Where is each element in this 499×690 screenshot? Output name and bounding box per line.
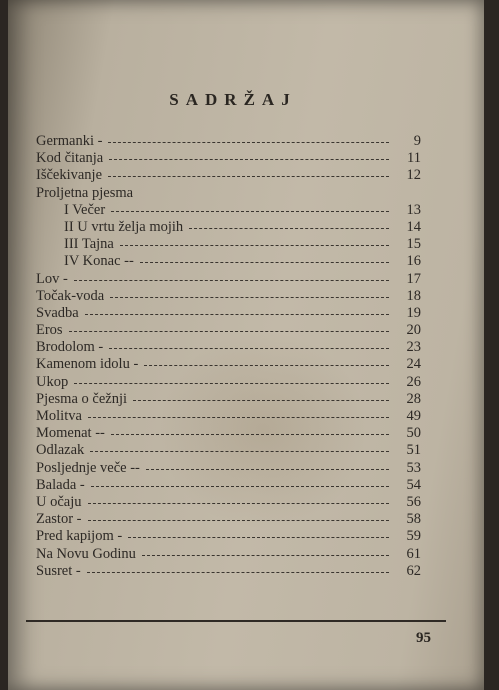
toc-entry-title: Pjesma o čežnji <box>36 390 128 407</box>
page-title: SADRŽAJ <box>169 90 297 109</box>
toc-entry-title: Posljednje veče -- <box>36 459 140 476</box>
toc-entry-page: 61 <box>406 545 421 562</box>
toc-entry-title: Odlazak <box>36 442 85 459</box>
dot-leader <box>140 262 389 263</box>
page-number: 95 <box>416 630 431 646</box>
toc-entry-title: U očaju <box>36 493 82 510</box>
dot-leader <box>69 331 389 332</box>
toc-entry-page: 51 <box>406 442 421 459</box>
toc-entry <box>36 528 421 545</box>
toc-entry <box>36 305 421 322</box>
dot-leader <box>144 365 389 366</box>
toc-entry <box>36 563 421 580</box>
toc-entry-page: 14 <box>406 218 421 235</box>
toc-entry-title: Molitva <box>36 408 82 424</box>
dot-leader <box>189 228 389 229</box>
toc-entry-page: 23 <box>406 339 421 356</box>
dot-leader <box>142 555 389 556</box>
toc-entry-page: 26 <box>406 373 421 390</box>
toc-entry <box>36 442 421 459</box>
dot-leader <box>90 451 389 452</box>
toc-entry <box>36 477 421 494</box>
dot-leader <box>128 537 389 538</box>
dot-leader <box>85 314 389 315</box>
dot-leader <box>110 297 389 298</box>
toc-entry-title: Na Novu Godinu <box>36 545 136 562</box>
toc-entry-title: II U vrtu želja mojih <box>64 218 184 235</box>
toc-entry-page: 56 <box>406 493 421 510</box>
toc-entry <box>36 408 421 425</box>
dot-leader <box>111 211 389 212</box>
toc-entry-title: I Večer <box>64 201 106 218</box>
toc-entry-title: Brodolom - <box>36 339 104 356</box>
toc-entry <box>36 391 421 408</box>
toc-entry-page: 53 <box>406 459 421 476</box>
toc-entry-page: 18 <box>406 287 421 304</box>
toc-entry-page: 17 <box>406 270 421 287</box>
dot-leader <box>74 280 389 281</box>
toc-entry-page: 9 <box>413 133 421 149</box>
dot-leader <box>88 520 389 521</box>
toc-entry-title: Iščekivanje <box>36 167 103 184</box>
toc-entry-title: Zastor - <box>36 511 82 528</box>
toc-entry-page: 58 <box>406 511 421 528</box>
toc-entry <box>36 150 421 167</box>
toc-entry-title: Pred kapijom - <box>36 528 123 545</box>
dot-leader <box>91 486 389 487</box>
toc-entry-page: 28 <box>406 390 421 407</box>
toc-entry <box>36 271 421 288</box>
toc-entry-page: 15 <box>406 236 421 253</box>
dot-leader <box>108 142 389 143</box>
toc-entry-title: IV Konac -- <box>64 253 134 270</box>
toc-entry-title: Točak-voda <box>36 287 105 304</box>
dot-leader <box>88 417 389 418</box>
toc-entry <box>36 425 421 442</box>
dot-leader <box>109 348 389 349</box>
toc-entry <box>36 546 421 563</box>
toc-entry <box>36 494 421 511</box>
toc-entry-title: Susret - <box>36 562 81 579</box>
toc-entry-page: 12 <box>406 167 421 184</box>
toc-entry-page: 16 <box>406 253 421 270</box>
toc-entry-page: 24 <box>406 356 421 373</box>
toc-entry <box>36 460 421 477</box>
toc-entry <box>36 374 421 391</box>
toc-entry-page: 62 <box>406 562 421 579</box>
toc-entry-title: Ukop <box>36 373 69 390</box>
dot-leader <box>87 572 389 573</box>
toc-entry <box>36 202 421 219</box>
toc-entry-title: Balada - <box>36 476 85 493</box>
dot-leader <box>120 245 389 246</box>
dot-leader <box>133 400 389 401</box>
dot-leader <box>146 469 389 470</box>
toc-entry <box>36 356 421 373</box>
toc-entry <box>36 511 421 528</box>
toc-entry <box>36 288 421 305</box>
toc-entry <box>36 185 421 202</box>
footer-rule <box>26 620 446 622</box>
toc-entry-page: 19 <box>406 304 421 321</box>
dot-leader <box>109 159 389 160</box>
toc-entry-page: 59 <box>406 528 421 545</box>
table-of-contents <box>36 133 421 580</box>
toc-entry-page: 49 <box>406 408 421 424</box>
toc-entry-title: III Tajna <box>64 236 114 253</box>
toc-entry <box>36 339 421 356</box>
dot-leader <box>111 434 389 435</box>
toc-entry <box>36 219 421 236</box>
toc-entry-page: 54 <box>406 476 421 493</box>
toc-entry-title: Eros <box>36 322 63 339</box>
toc-entry <box>36 322 421 339</box>
dot-leader <box>108 176 389 177</box>
toc-entry-title: Proljetna pjesma <box>36 184 134 201</box>
toc-entry <box>36 167 421 184</box>
toc-entry-title: Kod čitanja <box>36 150 104 167</box>
toc-entry <box>36 133 421 150</box>
toc-entry-page: 11 <box>407 150 421 167</box>
toc-entry-title: Momenat -- <box>36 425 105 442</box>
toc-entry-title: Kamenom idolu - <box>36 356 139 373</box>
dot-leader <box>74 383 389 384</box>
toc-entry-page: 13 <box>406 201 421 218</box>
toc-entry-page: 50 <box>406 425 421 442</box>
toc-entry-page: 20 <box>406 322 421 339</box>
toc-entry <box>36 236 421 253</box>
book-page <box>8 0 484 690</box>
toc-entry-title: Svadba <box>36 304 79 321</box>
toc-entry <box>36 253 421 270</box>
toc-entry-title: Lov - <box>36 270 68 287</box>
toc-entry-title: Germanki - <box>36 133 103 149</box>
dot-leader <box>88 503 389 504</box>
